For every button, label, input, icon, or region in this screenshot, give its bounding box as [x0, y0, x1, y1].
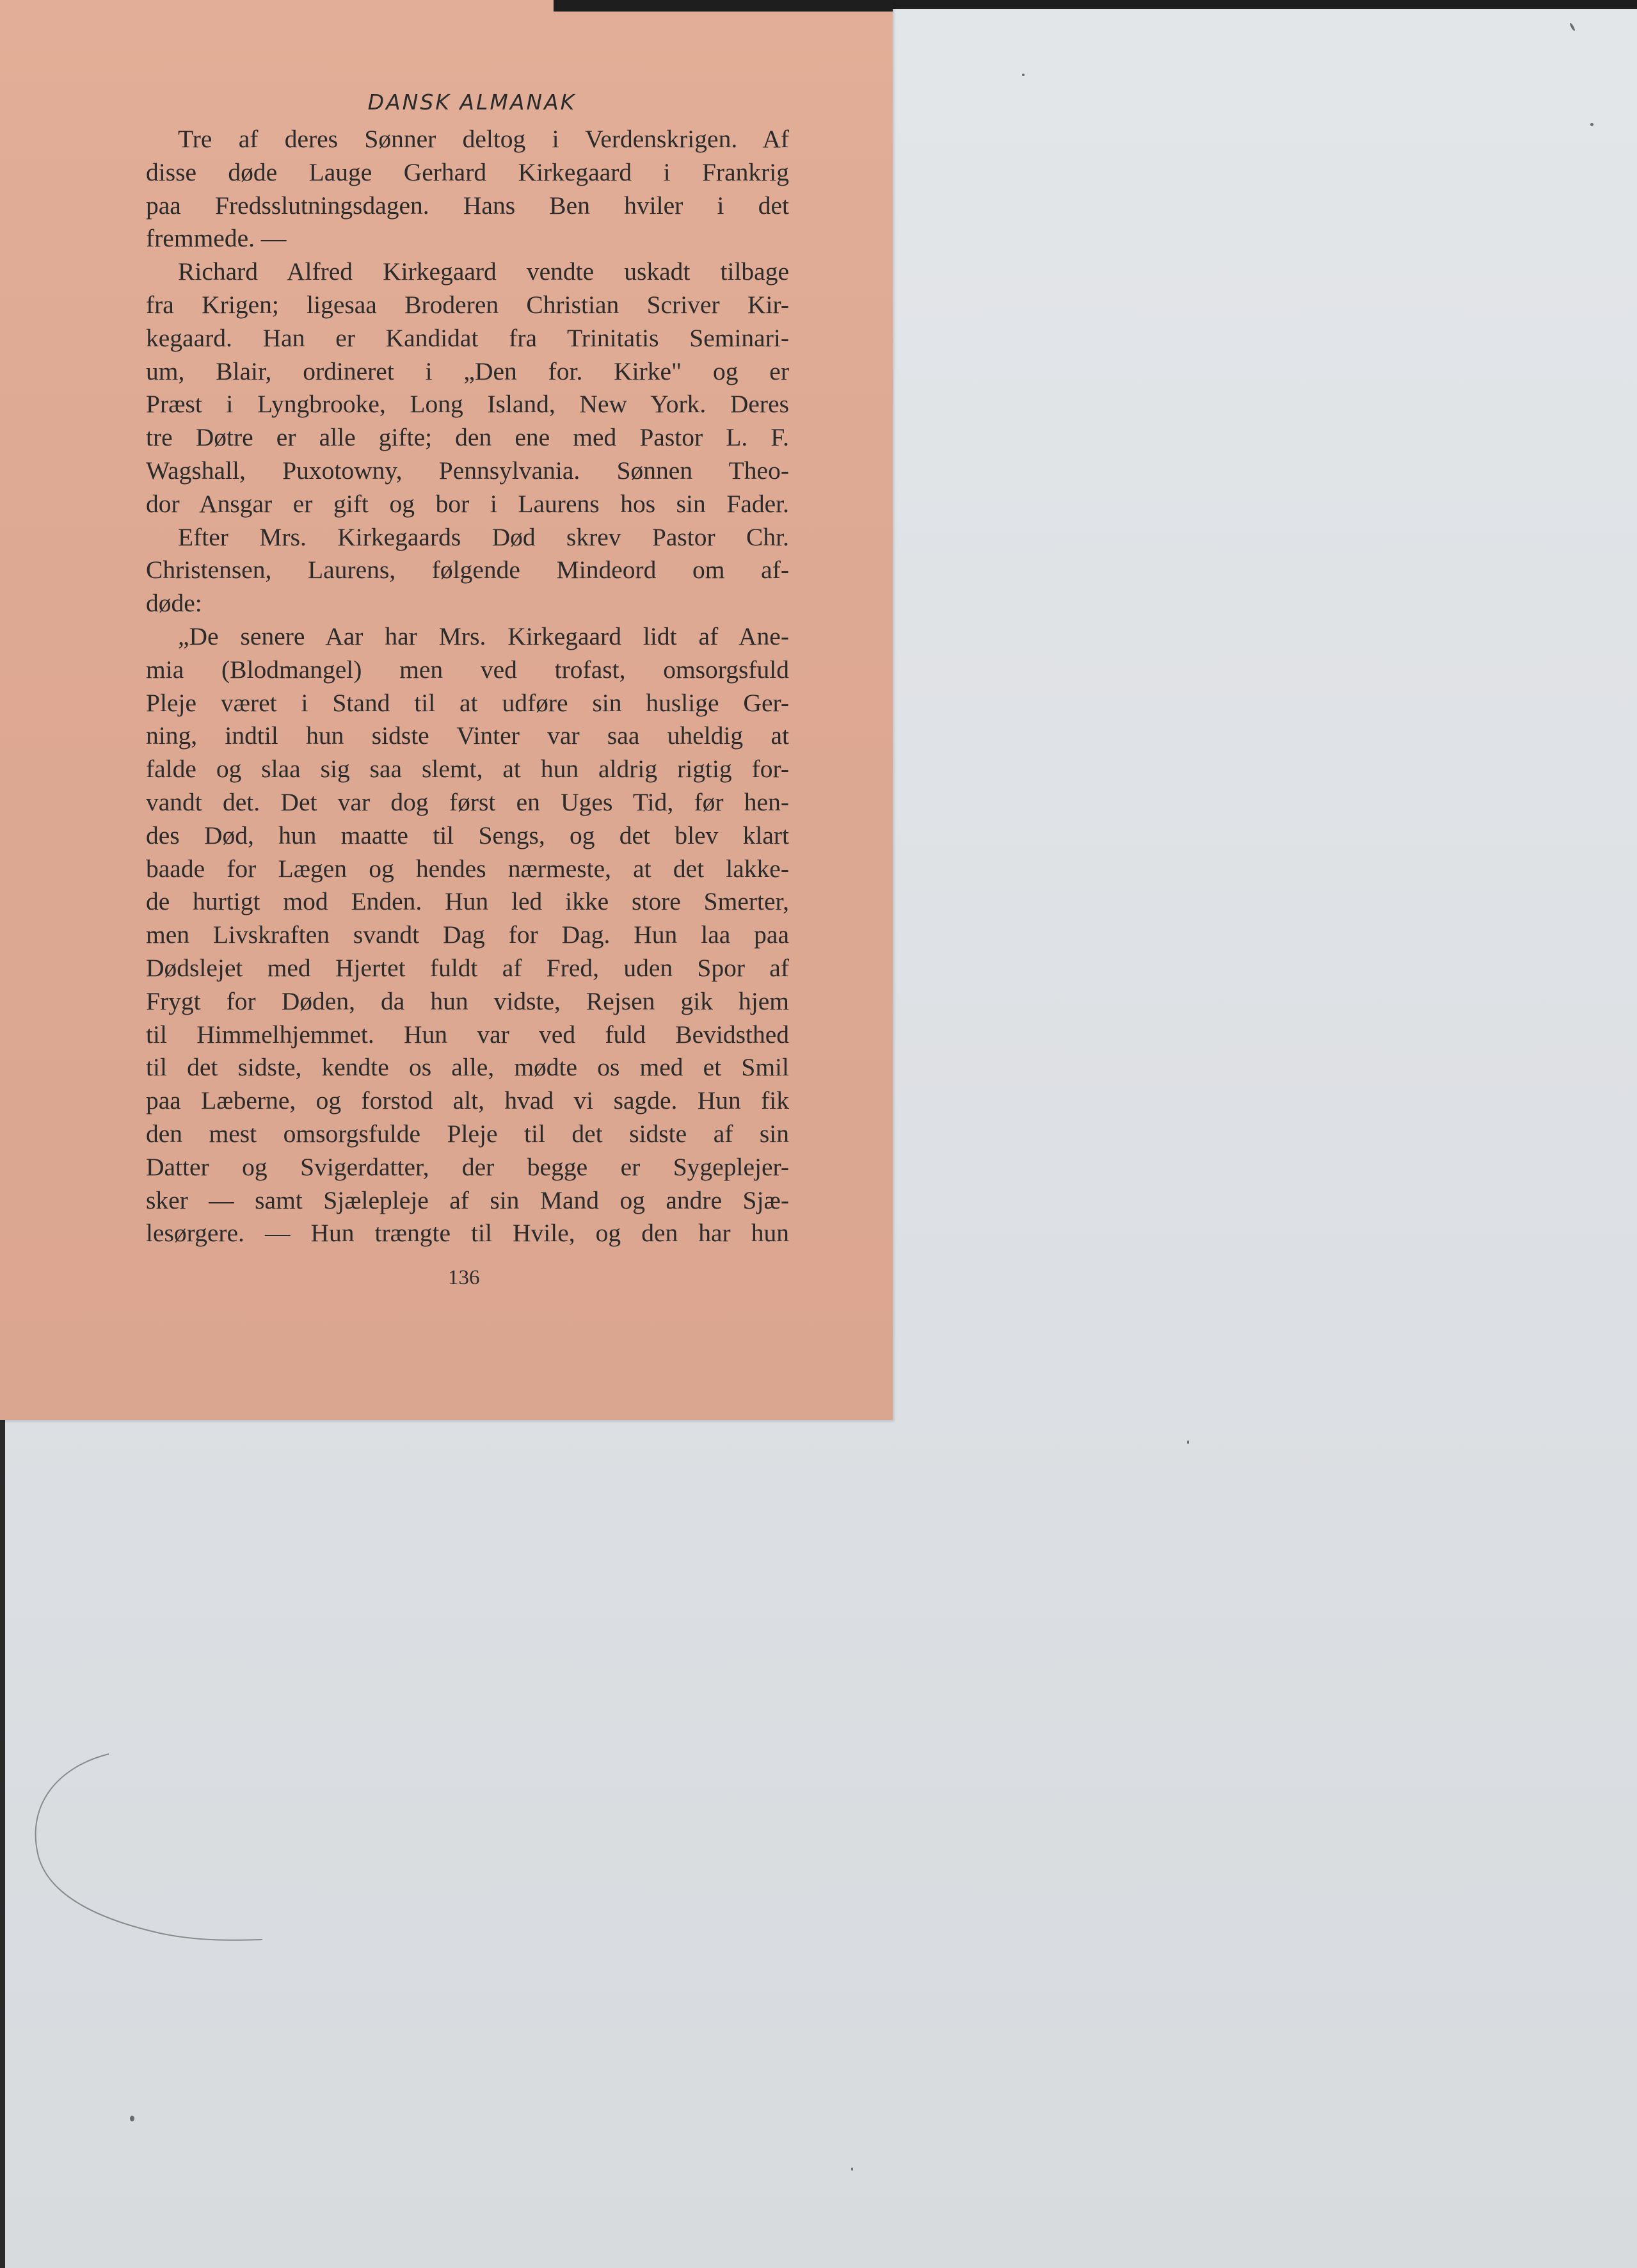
text-line: men Livskraften svandt Dag for Dag. Hun laa paa	[146, 921, 789, 949]
dust-speck	[851, 2167, 853, 2171]
text-line: tre Døtre er alle gifte; den ene med Pastor L. F.	[146, 423, 789, 452]
text-line: til Himmelhjemmet. Hun var ved fuld Bevidsthed	[146, 1020, 789, 1049]
text-line: vandt det. Det var dog først en Uges Tid, før hen-	[146, 787, 789, 816]
text-line: Pleje været i Stand til at udføre sin huslige Ger-	[146, 688, 789, 717]
text-line: fremmede. —	[146, 224, 287, 253]
text-line: Frygt for Døden, da hun vidste, Rejsen gik hjem	[146, 986, 789, 1015]
almanac-page	[0, 0, 893, 1420]
text-line: lesørgere. — Hun trængte til Hvile, og den har hun	[146, 1219, 789, 1248]
dust-speck	[1187, 1440, 1189, 1444]
page-number: 136	[448, 1266, 480, 1289]
text-line: paa Læberne, og forstod alt, hvad vi sagde. Hun fik	[146, 1086, 789, 1115]
text-line: den mest omsorgsfulde Pleje til det sidste af sin	[146, 1119, 789, 1148]
text-line: Wagshall, Puxotowny, Pennsylvania. Sønnen Theo-	[146, 456, 789, 485]
text-line: „De senere Aar har Mrs. Kirkegaard lidt af Ane-	[178, 622, 789, 650]
text-line: Efter Mrs. Kirkegaards Død skrev Pastor Chr.	[178, 522, 789, 551]
text-line: um, Blair, ordineret i „Den for. Kirke" og er	[146, 357, 789, 385]
text-line: paa Fredsslutningsdagen. Hans Ben hviler i det	[146, 191, 789, 220]
text-line: Datter og Svigerdatter, der begge er Sygeplejer-	[146, 1152, 789, 1181]
text-line: disse døde Lauge Gerhard Kirkegaard i Frankrig	[146, 157, 789, 186]
dust-speck	[130, 2116, 134, 2121]
text-line: falde og slaa sig saa slemt, at hun aldrig rigtig for-	[146, 755, 789, 784]
text-line: mia (Blodmangel) men ved trofast, omsorgsfuld	[146, 655, 789, 684]
dust-speck	[1022, 74, 1025, 76]
text-line: des Død, hun maatte til Sengs, og det blev klart	[146, 821, 789, 849]
dust-speck	[1590, 123, 1593, 126]
text-line: fra Krigen; ligesaa Broderen Christian Scriver Kir-	[146, 290, 789, 319]
text-line: Richard Alfred Kirkegaard vendte uskadt tilbage	[178, 257, 789, 286]
text-line: Tre af deres Sønner deltog i Verdenskrigen. Af	[178, 125, 789, 153]
text-line: Christensen, Laurens, følgende Mindeord om af-	[146, 556, 789, 584]
text-line: Dødslejet med Hjertet fuldt af Fred, uden Spor af	[146, 953, 789, 982]
text-line: de hurtigt mod Enden. Hun led ikke store Smerter,	[146, 887, 789, 916]
hair-strand	[19, 1748, 275, 1946]
text-line: sker — samt Sjælepleje af sin Mand og andre Sjæ-	[146, 1186, 789, 1214]
text-line: ning, indtil hun sidste Vinter var saa uheldig at	[146, 721, 789, 750]
text-line: kegaard. Han er Kandidat fra Trinitatis Seminari-	[146, 323, 789, 352]
body-text	[146, 123, 789, 1250]
text-line: Præst i Lyngbrooke, Long Island, New York. Deres	[146, 390, 789, 419]
text-line: til det sidste, kendte os alle, mødte os med et Smil	[146, 1053, 789, 1082]
page-top-shadow	[554, 0, 893, 12]
running-head: DANSK ALMANAK	[367, 90, 577, 115]
text-line: baade for Lægen og hendes nærmeste, at det lakke-	[146, 854, 789, 883]
text-line: dor Ansgar er gift og bor i Laurens hos sin Fader.	[146, 489, 789, 518]
text-line: døde:	[146, 589, 202, 618]
